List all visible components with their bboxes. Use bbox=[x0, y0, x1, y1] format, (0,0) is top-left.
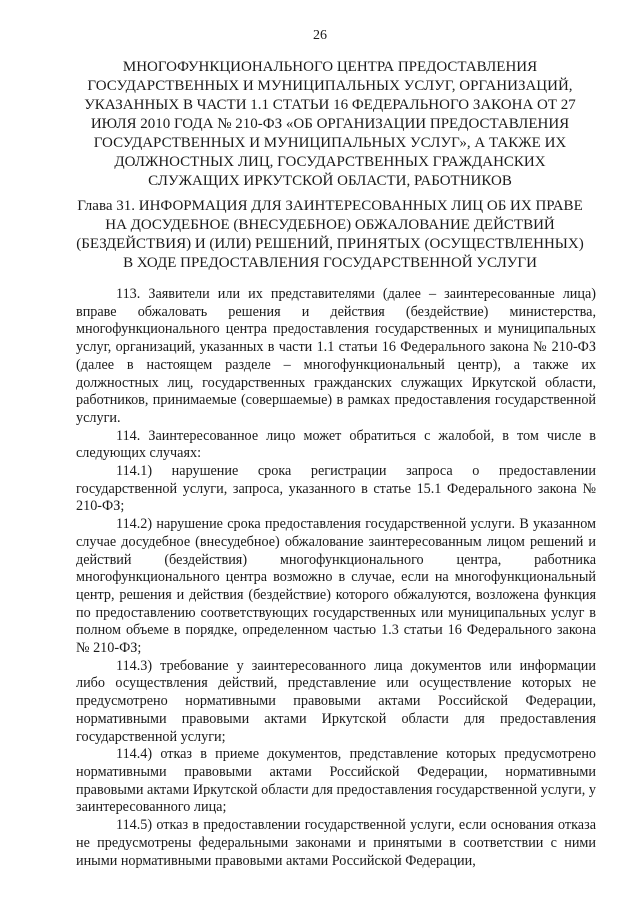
paragraph-114-5: 114.5) отказ в предоставлении государственной услуги, если основания отказа не предусмотрены федеральными законами и принятыми в соответствии с ними иными нормативными правовыми актами Российской Федерации, bbox=[76, 817, 596, 869]
paragraph-114-3: 114.3) требование у заинтересованного лица документов или информации либо осуществления действий, представление или осуществление которых не предусмотрено нормативными правовыми актами Российской Федерации, нормативными правовыми актами Иркутской области для предоставления государственной услуги; bbox=[76, 657, 596, 745]
paragraph-114-2: 114.2) нарушение срока предоставления государственной услуги. В указанном случае досудебное (внесудебное) обжалование заинтересованным лицом решений и действий (бездействия) многофункционального центра, работника многофункционального центра возможно в случае, если на многофункциональный центр, решения и действия (бездействие) которого обжалуются, возложена функция по предоставлению соответствующих государственных или муниципальных услуг в полном объеме в порядке, определенном частью 1.3 статьи 16 Федерального закона № 210-ФЗ; bbox=[76, 516, 596, 657]
chapter-number: Глава 31. bbox=[77, 198, 139, 214]
paragraph-114: 114. Заинтересованное лицо может обратиться с жалобой, в том числе в следующих случаях: bbox=[76, 427, 596, 462]
chapter-heading bbox=[70, 197, 590, 273]
chapter-title: ИНФОРМАЦИЯ ДЛЯ ЗАИНТЕРЕСОВАННЫХ ЛИЦ ОБ ИХ ПРАВЕ НА ДОСУДЕБНОЕ (ВНЕСУДЕБНОЕ) ОБЖАЛОВАНИЕ ДЕЙСТВИЙ (БЕЗДЕЙСТВИЯ) И (ИЛИ) РЕШЕНИЙ, ПРИНЯТЫХ (ОСУЩЕСТВЛЕННЫХ) В ХОДЕ ПРЕДОСТАВЛЕНИЯ ГОСУДАРСТВЕННОЙ УСЛУГИ bbox=[76, 198, 584, 271]
paragraph-114-1: 114.1) нарушение срока регистрации запроса о предоставлении государственной услуги, запроса, указанного в статье 15.1 Федерального закона № 210-ФЗ; bbox=[76, 463, 596, 515]
document-body bbox=[76, 286, 596, 870]
section-heading: МНОГОФУНКЦИОНАЛЬНОГО ЦЕНТРА ПРЕДОСТАВЛЕНИЯ ГОСУДАРСТВЕННЫХ И МУНИЦИПАЛЬНЫХ УСЛУГ, ОРГАНИЗАЦИЙ, УКАЗАННЫХ В ЧАСТИ 1.1 СТАТЬИ 16 ФЕДЕРАЛЬНОГО ЗАКОНА ОТ 27 ИЮЛЯ 2010 ГОДА № 210-ФЗ «ОБ ОРГАНИЗАЦИИ ПРЕДОСТАВЛЕНИЯ ГОСУДАРСТВЕННЫХ И МУНИЦИПАЛЬНЫХ УСЛУГ», А ТАКЖЕ ИХ ДОЛЖНОСТНЫХ ЛИЦ, ГОСУДАРСТВЕННЫХ ГРАЖДАНСКИХ СЛУЖАЩИХ ИРКУТСКОЙ ОБЛАСТИ, РАБОТНИКОВ bbox=[84, 59, 576, 189]
paragraph-114-4: 114.4) отказ в приеме документов, представление которых предусмотрено нормативными правовыми актами Российской Федерации, нормативными правовыми актами Иркутской области для предоставления государственной услуги, у заинтересованного лица; bbox=[76, 746, 596, 816]
paragraph-113: 113. Заявители или их представителями (далее – заинтересованные лица) вправе обжаловать решения и действия (бездействие) министерства, многофункционального центра предоставления государственных и муниципальных услуг, организаций, указанных в части 1.1 статьи 16 Федерального закона № 210-ФЗ (далее в настоящем разделе – многофункциональный центр), а также их должностных лиц, государственных гражданских служащих Иркутской области, работников, принимаемые (совершаемые) в рамках предоставления государственной услуги. bbox=[76, 286, 596, 426]
page-number: 26 bbox=[313, 28, 327, 43]
